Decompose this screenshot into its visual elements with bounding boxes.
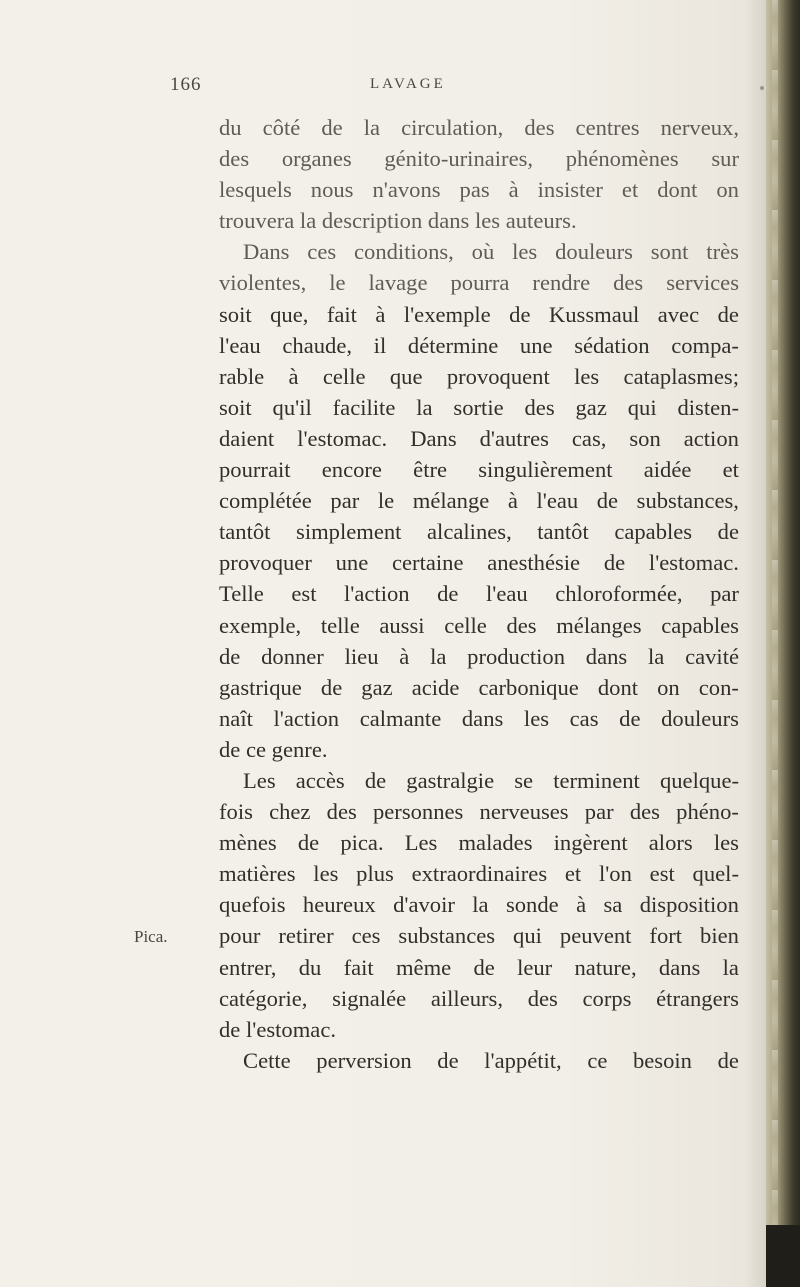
text-line: trouvera la description dans les auteurs. [219,208,577,234]
text-line: Cette perversion de l'appétit, ce besoin de [243,1047,739,1073]
text-line: lesquels nous n'avons pas à insister et dont on [219,177,739,203]
text-line: provoquer une certaine anesthésie de l'estomac. [219,550,739,576]
text-line: complétée par le mélange à l'eau de substances, [219,488,739,514]
text-line: mènes de pica. Les malades ingèrent alors les [219,830,739,856]
text-line: des organes génito-urinaires, phénomènes sur [219,146,739,172]
text-line: pour retirer ces substances qui peuvent fort bien [219,923,739,949]
text-line: de l'estomac. [219,1016,336,1042]
text-line: entrer, du fait même de leur nature, dans la [219,954,739,980]
text-line: naît l'action calmante dans les cas de douleurs [219,705,739,731]
text-line: fois chez des personnes nerveuses par des phéno- [219,799,739,825]
text-line: du côté de la circulation, des centres nerveux, [219,115,739,140]
text-line: catégorie, signalée ailleurs, des corps étrangers [219,985,739,1011]
text-line: tantôt simplement alcalines, tantôt capables de [219,519,739,545]
text-line: quefois heureux d'avoir la sonde à sa disposition [219,892,739,918]
text-line: l'eau chaude, il détermine une sédation compa- [219,332,739,358]
text-line: de donner lieu à la production dans la cavité [219,643,739,669]
body-text [219,112,739,1076]
text-line: soit qu'il facilite la sortie des gaz qui disten- [219,394,739,420]
text-line: de ce genre. [219,736,328,762]
text-line: rable à celle que provoquent les cataplasmes; [219,363,739,389]
text-line: Dans ces conditions, où les douleurs sont très [243,239,739,265]
text-line: exemple, telle aussi celle des mélanges capables [219,612,739,638]
margin-note-pica: Pica. [134,927,168,946]
text-line: daient l'estomac. Dans d'autres cas, son action [219,425,739,451]
text-line: matières les plus extraordinaires et l'on est quel- [219,861,739,887]
text-line: gastrique de gaz acide carbonique dont on con- [219,674,739,700]
page-number: 166 [170,74,202,95]
text-line: Telle est l'action de l'eau chloroformée, par [219,581,739,607]
text-line: soit que, fait à l'exemple de Kussmaul avec de [219,301,739,327]
text-line: pourrait encore être singulièrement aidée et [219,457,739,483]
text-line: Les accès de gastralgie se terminent quelque- [243,767,739,793]
running-head: LAVAGE [370,76,446,92]
paper-speck [760,86,764,90]
text-line: violentes, le lavage pourra rendre des services [219,270,739,296]
book-spine-edge [766,0,800,1287]
